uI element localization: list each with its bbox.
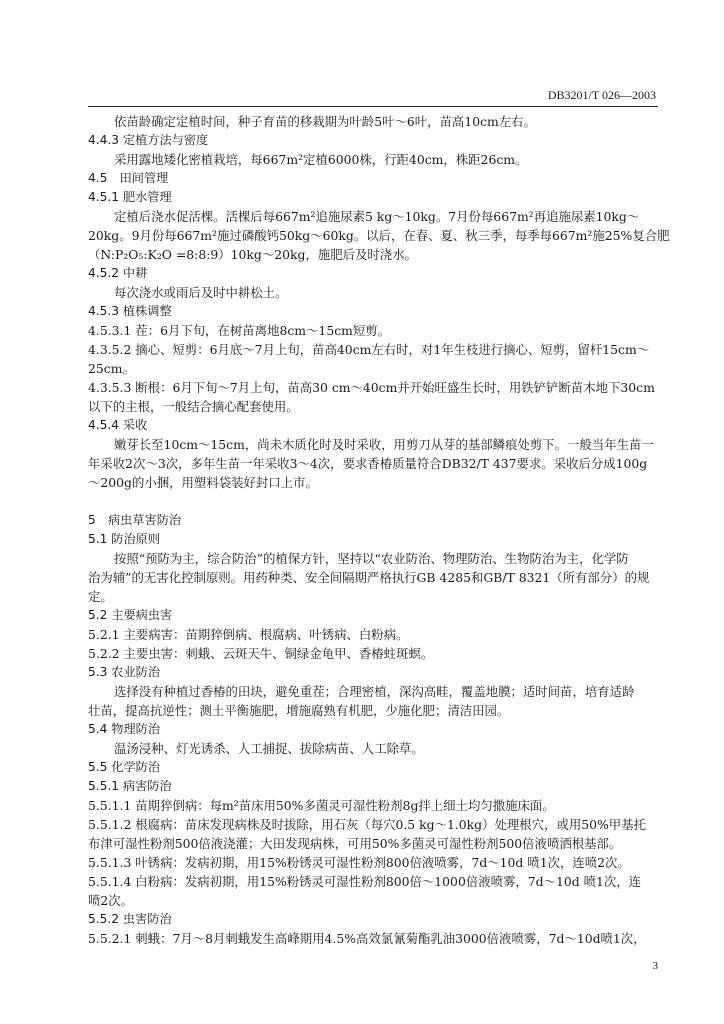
text-line: 5.5.1.4 白粉病：发病初期，用15%粉锈灵可湿性粉剂800倍～1000倍液喷雾，7d～10d 喷1次，连 — [88, 874, 642, 889]
text-line: 采用露地矮化密植栽培，每667m²定植6000株，行距40cm，株距26cm。 — [114, 152, 528, 167]
text-line: 25cm。 — [88, 361, 135, 376]
standard-number: DB3201/T 026—2003 — [547, 88, 656, 102]
text-line: 20kg。9月份每667m²施过磷酸钙50kg～60kg。以后，在春、夏、秋三季，每季每667m²施25%复合肥 — [88, 228, 670, 243]
section-heading: 4.5 田间管理 — [88, 171, 169, 185]
section-heading: 5.4 物理防治 — [88, 722, 161, 736]
section-heading: 4.5.1 肥水管理 — [88, 190, 172, 204]
text-line: （N:P₂O₅:K₂O =8:8:9）10kg～20kg，施肥后及时浇水。 — [88, 247, 417, 262]
text-line: 治为辅”的无害化控制原则。用药种类、安全间隔期严格执行GB 4285和GB/T 8321（所有部分）的规 — [88, 570, 650, 585]
text-line: 喷2次。 — [88, 893, 134, 908]
text-line: 5.5.1.3 叶锈病：发病初期，用15%粉锈灵可湿性粉剂800倍液喷雾，7d～10d 喷1次，连喷2次。 — [88, 855, 630, 870]
text-line: 5.5.2.1 刺蛾：7月～8月刺蛾发生高峰期用4.5%高效氯氰菊酯乳油3000倍液喷雾，7d～10d喷1次， — [88, 931, 646, 946]
text-line: 温汤浸种、灯光诱杀、人工捕捉、拔除病苗、人工除草。 — [114, 741, 424, 756]
text-line: 嫩芽长至10cm～15cm，尚未木质化时及时采收，用剪刀从芽的基部鳞痕处剪下。一般当年生苗一 — [114, 437, 654, 452]
text-line: 按照“预防为主，综合防治”的植保方针，坚持以“农业防治、物理防治、生物防治为主，化学防 — [114, 551, 629, 566]
section-heading: 5.1 防治原则 — [88, 532, 161, 546]
text-line: 年采收2次～3次，多年生苗一年采收3～4次，要求香椿质量符合DB32/T 437要求。采收后分成100g — [88, 456, 648, 471]
section-heading: 5.2 主要病虫害 — [88, 608, 173, 622]
text-line: 5.5.1.1 苗期猝倒病：每m²苗床用50%多菌灵可湿性粉剂8g拌上细土均匀撒施床面。 — [88, 798, 555, 813]
text-line: 依苗龄确定定植时间，种子育苗的移栽期为叶龄5叶～6叶，苗高10cm左右。 — [114, 114, 536, 129]
text-line: 定植后浇水促活棵。活棵后每667m²追施尿素5 kg～10kg。7月份每667m²再追施尿素10kg～ — [114, 209, 640, 224]
text-line: 壮苗，提高抗逆性；测土平衡施肥，增施腐熟有机肥，少施化肥；清洁田园。 — [88, 703, 510, 718]
section-heading: 4.5.4 采收 — [88, 418, 148, 432]
text-line: 4.3.5.2 摘心、短剪：6月底～7月上旬，苗高40cm左右时，对1年生枝进行摘心、短剪，留杆15cm～ — [88, 342, 650, 357]
section-heading: 5.5.2 虫害防治 — [88, 912, 172, 926]
header-rule — [88, 106, 658, 107]
text-line: 定。 — [88, 589, 113, 604]
text-line: 4.5.3.1 茬：6月下旬，在树苗离地8cm～15cm短剪。 — [88, 323, 391, 338]
section-heading: 5 病虫草害防治 — [88, 513, 182, 527]
text-line: 每次浇水或雨后及时中耕松土。 — [114, 285, 288, 300]
text-line: 4.3.5.3 断根：6月下旬～7月上旬，苗高30 cm～40cm并开始旺盛生长时，用铁铲铲断苗木地下30cm — [88, 380, 655, 395]
section-heading: 5.3 农业防治 — [88, 665, 161, 679]
text-line: ～200g的小捆，用塑料袋装好封口上市。 — [88, 475, 318, 490]
text-line: 选择没有种植过香椿的田块，避免重茬；合理密植，深沟高畦，覆盖地膜；适时间苗，培育适龄 — [114, 684, 635, 699]
section-heading: 4.5.2 中耕 — [88, 266, 148, 280]
text-line: 布津可湿性粉剂500倍液浇灌；大田发现病株，可用50%多菌灵可湿性粉剂500倍液喷洒根基部。 — [88, 836, 622, 851]
text-line: 5.2.1 主要病害：苗期猝倒病、根腐病、叶锈病、白粉病。 — [88, 627, 409, 642]
section-heading: 4.5.3 植株调整 — [88, 304, 172, 318]
blank-line — [88, 492, 660, 511]
text-line: 以下的主根，一般结合摘心配套使用。 — [88, 399, 299, 414]
section-heading: 4.4.3 定植方法与密度 — [88, 133, 209, 147]
text-line: 5.5.1.2 根腐病：苗床发现病株及时拔除，用石灰（每穴0.5 kg～1.0kg）处理根穴，或用50%甲基托 — [88, 817, 646, 832]
body-text — [88, 112, 670, 948]
page-number: 3 — [652, 960, 658, 972]
section-heading: 5.5 化学防治 — [88, 760, 161, 774]
section-heading: 5.5.1 病害防治 — [88, 779, 172, 793]
text-line: 5.2.2 主要虫害：刺蛾、云斑天牛、铜绿金龟甲、香椿蛀斑螟。 — [88, 646, 434, 661]
